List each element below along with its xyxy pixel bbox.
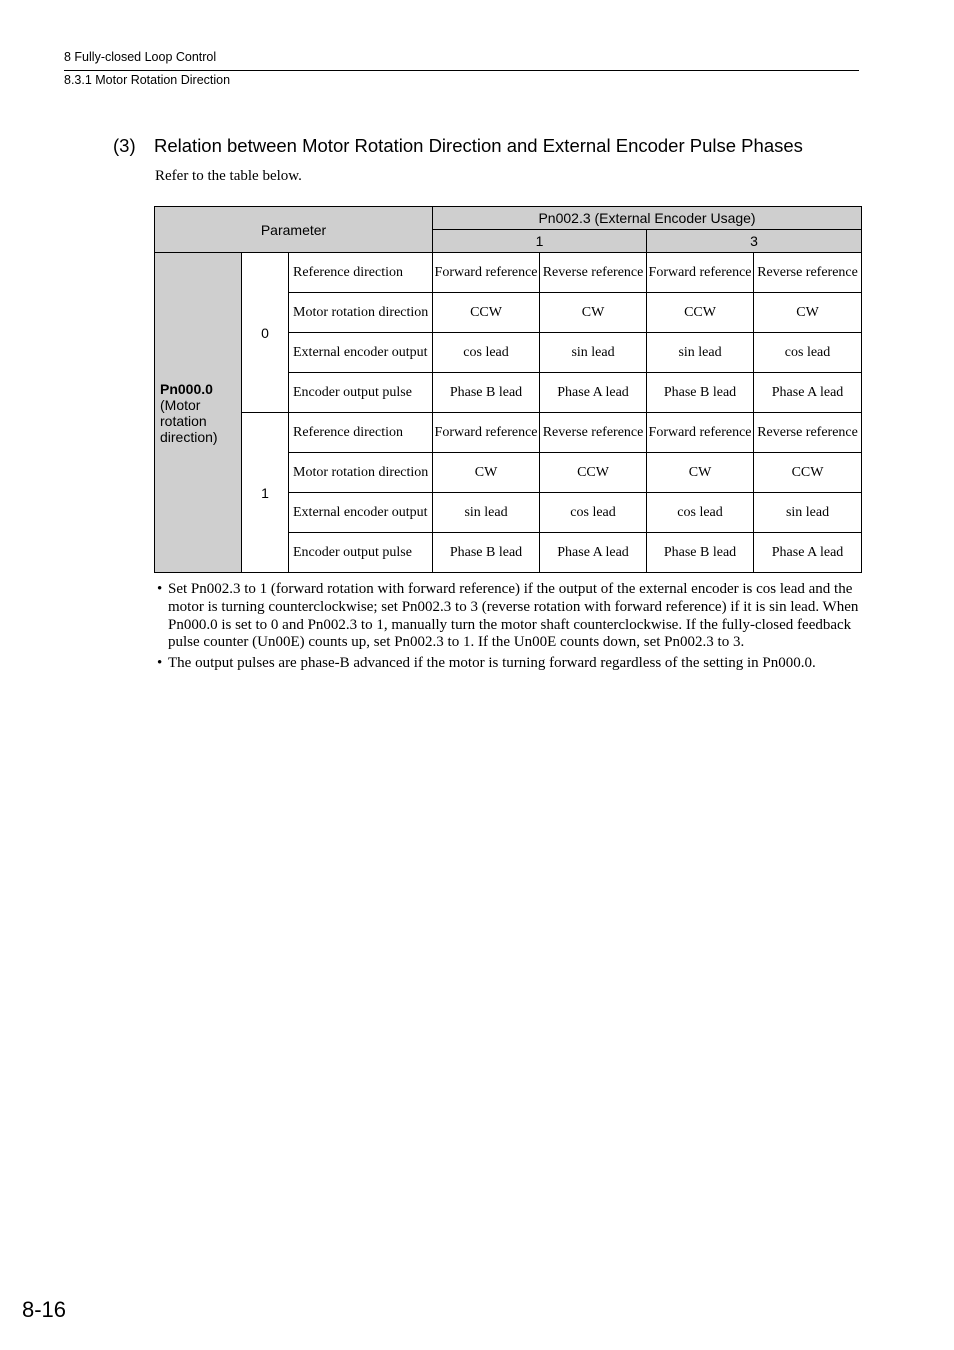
table-cell: Forward reference bbox=[433, 413, 540, 453]
table-cell: Phase A lead bbox=[540, 533, 647, 573]
running-header-chapter: 8 Fully-closed Loop Control bbox=[64, 50, 217, 64]
table-cell: CW bbox=[647, 453, 754, 493]
table-cell: Forward reference bbox=[647, 413, 754, 453]
table-cell: Reverse reference bbox=[754, 413, 862, 453]
table-cell: Reverse reference bbox=[754, 253, 862, 293]
table-row bbox=[155, 413, 862, 453]
table-cell: Forward reference bbox=[433, 253, 540, 293]
table-cell: cos lead bbox=[754, 333, 862, 373]
setting-value-cell: 0 bbox=[242, 253, 289, 413]
row-label-cell: Reference direction bbox=[289, 413, 433, 453]
table-cell: CW bbox=[433, 453, 540, 493]
table-cell: cos lead bbox=[647, 493, 754, 533]
row-label-cell: Encoder output pulse bbox=[289, 373, 433, 413]
table-cell: CW bbox=[540, 293, 647, 333]
table-cell: Phase B lead bbox=[647, 373, 754, 413]
table-cell: CW bbox=[754, 293, 862, 333]
row-label-cell: External encoder output bbox=[289, 333, 433, 373]
table-cell: Phase A lead bbox=[754, 373, 862, 413]
table-cell: sin lead bbox=[433, 493, 540, 533]
row-label-cell: Motor rotation direction bbox=[289, 293, 433, 333]
row-label-cell: External encoder output bbox=[289, 493, 433, 533]
note-item: • The output pulses are phase-B advanced if the motor is turning forward regardless of the setting in Pn000.0. bbox=[157, 655, 862, 673]
intro-text: Refer to the table below. bbox=[155, 168, 302, 184]
table-cell: Reverse reference bbox=[540, 413, 647, 453]
notes-list bbox=[157, 581, 862, 676]
table-cell: Phase B lead bbox=[433, 533, 540, 573]
table-cell: Phase B lead bbox=[433, 373, 540, 413]
section-number: (3) bbox=[113, 135, 136, 156]
table-cell: Forward reference bbox=[647, 253, 754, 293]
table-cell: CCW bbox=[540, 453, 647, 493]
table-cell: CCW bbox=[754, 453, 862, 493]
running-header-section: 8.3.1 Motor Rotation Direction bbox=[64, 73, 231, 87]
table-cell: Phase A lead bbox=[540, 373, 647, 413]
row-label-cell: Motor rotation direction bbox=[289, 453, 433, 493]
table-cell: sin lead bbox=[647, 333, 754, 373]
table-cell: Phase B lead bbox=[647, 533, 754, 573]
row-label-cell: Encoder output pulse bbox=[289, 533, 433, 573]
table-row bbox=[155, 253, 862, 293]
table-cell: cos lead bbox=[540, 493, 647, 533]
row-label-cell: Reference direction bbox=[289, 253, 433, 293]
table-cell: cos lead bbox=[433, 333, 540, 373]
note-item: • Set Pn002.3 to 1 (forward rotation with forward reference) if the output of the external encoder is cos lead and the motor is turning counterclockwise; set Pn002.3 to 3 (reverse rotation with forward reference) if it is sin lead. When Pn000.0 is set to 0 and Pn002.3 to 1, manually turn the motor shaft counterclockwise. If the fully-closed feedback pulse counter (Un00E) counts up, set Pn002.3 to 1. If the Un00E counts down, set Pn002.3 to 3. bbox=[157, 581, 862, 652]
section-title-text: Relation between Motor Rotation Direction and External Encoder Pulse Phases bbox=[154, 135, 803, 156]
usage-value-3: 3 bbox=[647, 230, 862, 253]
section-title bbox=[113, 135, 803, 157]
parameter-header: Parameter bbox=[155, 207, 433, 253]
table-cell: Phase A lead bbox=[754, 533, 862, 573]
table-cell: sin lead bbox=[754, 493, 862, 533]
table-cell: CCW bbox=[433, 293, 540, 333]
page-number: 8-16 bbox=[22, 1297, 67, 1322]
parameter-table bbox=[154, 206, 862, 573]
table-cell: CCW bbox=[647, 293, 754, 333]
table-body bbox=[155, 253, 862, 573]
table-cell: Reverse reference bbox=[540, 253, 647, 293]
table-cell: sin lead bbox=[540, 333, 647, 373]
parameter-group-description: (Motor rotation direction) bbox=[160, 396, 218, 445]
usage-value-1: 1 bbox=[433, 230, 647, 253]
parameter-group-cell bbox=[155, 253, 242, 573]
parameter-group-name: Pn000.0 bbox=[160, 380, 213, 397]
external-encoder-usage-header: Pn002.3 (External Encoder Usage) bbox=[433, 207, 862, 230]
header-rule bbox=[64, 70, 859, 71]
setting-value-cell: 1 bbox=[242, 413, 289, 573]
